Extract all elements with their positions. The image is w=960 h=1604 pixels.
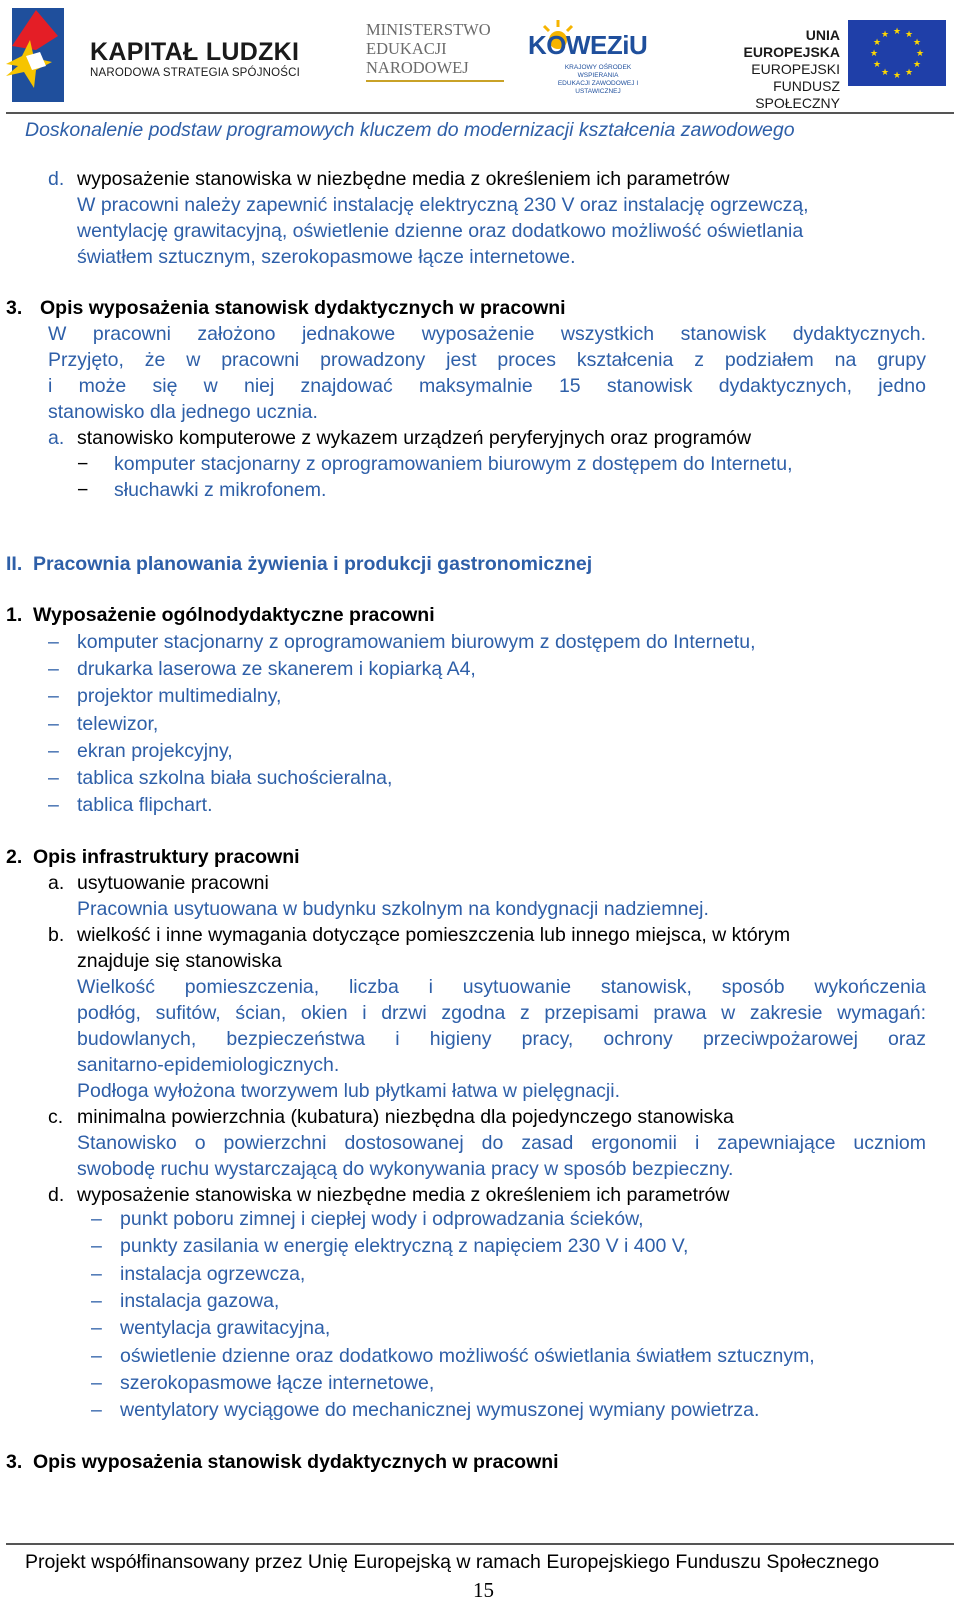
dash-bullet-icon: – [91, 1289, 102, 1312]
list-marker: a. [48, 872, 65, 894]
koweziu-subtitle-2: EDUKACJI ZAWODOWEJ I USTAWICZNEJ [557, 80, 639, 95]
list-item: słuchawki z mikrofonem. [114, 479, 327, 501]
section-heading: Wyposażenie ogólnodydaktyczne pracowni [33, 604, 435, 626]
list-marker: c. [48, 1106, 64, 1128]
paragraph-line: Pracownia usytuowana w budynku szkolnym na kondygnacji nadziemnej. [77, 898, 709, 920]
list-item: wentylacja grawitacyjna, [120, 1317, 331, 1340]
subsection-heading: minimalna powierzchnia (kubatura) niezbędna dla pojedynczego stanowiska [77, 1106, 734, 1128]
ue-line-3: FUNDUSZ SPOŁECZNY [755, 78, 840, 111]
chapter-number: II. [6, 553, 23, 575]
svg-text:★: ★ [880, 68, 890, 78]
section-number: 3. [6, 1451, 23, 1473]
paragraph-line: Podłoga wyłożona tworzywem lub płytkami łatwa w pielęgnacji. [77, 1080, 621, 1102]
dash-bullet-icon: − [77, 453, 89, 475]
section-number: 3. [6, 297, 23, 319]
dash-bullet-icon: – [48, 712, 59, 735]
list-item: projektor multimedialny, [77, 685, 282, 708]
chapter-heading: Pracownia planowania żywienia i produkcji gastronomicznej [33, 553, 593, 575]
svg-text:★: ★ [904, 68, 914, 78]
paragraph-line: wentylację grawitacyjną, oświetlenie dzienne oraz dodatkowo możliwość oświetlania [77, 220, 804, 242]
dash-bullet-icon: – [91, 1399, 102, 1422]
subsection-heading: wielkość i inne wymagania dotyczące pomieszczenia lub innego miejsca, w którym [77, 924, 791, 946]
svg-text:★: ★ [915, 49, 925, 59]
ministry-line-1: MINISTERSTWO [366, 20, 491, 39]
dash-bullet-icon: – [48, 631, 59, 653]
page-number: 15 [473, 1578, 494, 1602]
koweziu-subtitle-1: KRAJOWY OŚRODEK WSPIERANIA [564, 64, 632, 79]
svg-text:★: ★ [912, 60, 922, 70]
subsection-heading: znajduje się stanowiska [77, 950, 282, 972]
ue-line-2: EUROPEJSKI [751, 61, 840, 77]
list-item: komputer stacjonarny z oprogramowaniem biurowym z dostępem do Internetu, [114, 453, 793, 475]
dash-bullet-icon: – [48, 739, 59, 762]
ue-logo-text [708, 27, 840, 112]
svg-text:★: ★ [880, 30, 890, 40]
svg-text:★: ★ [872, 60, 882, 70]
paragraph-line: sanitarno-epidemiologicznych. [77, 1054, 340, 1076]
kapital-ludzki-text: KAPITAŁ LUDZKI [90, 38, 300, 66]
koweziu-subtitle [548, 64, 648, 96]
list-item: oświetlenie dzienne oraz dodatkowo możliwość oświetlania światłem sztucznym, [120, 1344, 815, 1367]
dash-bullet-icon: – [91, 1371, 102, 1394]
list-marker: b. [48, 924, 65, 946]
list-item: komputer stacjonarny z oprogramowaniem biurowym z dostępem do Internetu, [77, 631, 756, 653]
header-divider [6, 112, 954, 114]
list-item: tablica flipchart. [77, 794, 213, 817]
footer-text: Projekt współfinansowany przez Unię Europejską w ramach Europejskiego Funduszu Społecznego [25, 1551, 880, 1573]
list-item: punkt poboru zimnej i ciepłej wody i odprowadzania ścieków, [120, 1208, 644, 1230]
paragraph-line: budowlanych, bezpieczeństwa i higieny pracy, ochrony przeciwpożarowej oraz [77, 1028, 926, 1050]
paragraph-line: W pracowni założono jednakowe wyposażenie wszystkich stanowisk dydaktycznych. [48, 323, 926, 345]
footer-divider [6, 1543, 954, 1545]
subsection-heading: stanowisko komputerowe z wykazem urządzeń peryferyjnych oraz programów [77, 427, 752, 449]
section-heading: Opis infrastruktury pracowni [33, 846, 300, 868]
program-title: Doskonalenie podstaw programowych kluczem do modernizacji kształcenia zawodowego [25, 119, 795, 141]
svg-text:★: ★ [892, 71, 902, 81]
paragraph-line: Stanowisko o powierzchni dostosowanej do zasad ergonomii i zapewniające uczniom [77, 1132, 926, 1154]
dash-bullet-icon: – [91, 1235, 102, 1258]
dash-bullet-icon: – [91, 1262, 102, 1285]
paragraph-line: podłóg, sufitów, ścian, okien i drzwi zgodna z przepisami prawa w zakresie wymagań: [77, 1002, 926, 1024]
list-item: tablica szkolna biała suchościeralna, [77, 767, 393, 789]
koweziu-logo-text: KOWEZiU [528, 30, 648, 60]
subsection-heading: usytuowanie pracowni [77, 872, 269, 894]
ue-line-1: UNIA EUROPEJSKA [743, 27, 840, 60]
list-marker: d. [48, 1184, 65, 1206]
dash-bullet-icon: – [48, 658, 59, 681]
svg-text:★: ★ [872, 38, 882, 48]
ministry-line-3: NARODOWEJ [366, 58, 469, 77]
ministry-underline [366, 80, 504, 82]
list-item: ekran projekcyjny, [77, 739, 233, 762]
list-item: telewizor, [77, 712, 159, 735]
header-logos [0, 0, 960, 112]
svg-text:★: ★ [912, 38, 922, 48]
section-heading: Opis wyposażenia stanowisk dydaktycznych w pracowni [33, 1451, 559, 1473]
list-item: instalacja gazowa, [120, 1289, 280, 1312]
list-item: instalacja ogrzewcza, [120, 1262, 306, 1285]
dash-bullet-icon: – [91, 1344, 102, 1367]
section-number: 1. [6, 604, 23, 626]
paragraph-line: stanowisko dla jednego ucznia. [48, 401, 318, 423]
list-item: drukarka laserowa ze skanerem i kopiarką A4, [77, 658, 476, 681]
paragraph-line: i może się w niej znajdować maksymalnie 15 stanowisk dydaktycznych, jedno [48, 375, 926, 397]
ministry-logo [366, 20, 491, 77]
paragraph-line: światłem sztucznym, szerokopasmowe łącze internetowe. [77, 246, 576, 268]
dash-bullet-icon: – [48, 685, 59, 708]
svg-text:★: ★ [869, 49, 879, 59]
list-item: punkty zasilania w energię elektryczną z napięciem 230 V i 400 V, [120, 1235, 689, 1258]
paragraph-line: W pracowni należy zapewnić instalację elektryczną 230 V oraz instalację ogrzewczą, [77, 194, 809, 216]
paragraph-line: Wielkość pomieszczenia, liczba i usytuowanie stanowisk, sposób wykończenia [77, 976, 926, 998]
dash-bullet-icon: – [48, 794, 59, 817]
dash-bullet-icon: – [48, 767, 59, 789]
list-item: wentylatory wyciągowe do mechanicznej wymuszonej wymiany powietrza. [120, 1399, 760, 1422]
section-number: 2. [6, 846, 23, 868]
dash-bullet-icon: − [77, 479, 89, 501]
kapital-ludzki-logo-icon [6, 6, 66, 104]
list-item: szerokopasmowe łącze internetowe, [120, 1371, 435, 1394]
section-heading: wyposażenie stanowiska w niezbędne media z określeniem ich parametrów [77, 168, 730, 190]
subsection-heading: wyposażenie stanowiska w niezbędne media z określeniem ich parametrów [77, 1184, 730, 1206]
svg-text:★: ★ [892, 27, 902, 37]
eu-flag-icon [848, 20, 946, 86]
dash-bullet-icon: – [91, 1317, 102, 1340]
section-heading: Opis wyposażenia stanowisk dydaktycznych w pracowni [40, 297, 566, 319]
kapital-ludzki-subtitle: NARODOWA STRATEGIA SPÓJNOŚCI [90, 67, 301, 79]
dash-bullet-icon: – [91, 1208, 102, 1230]
ministry-line-2: EDUKACJI [366, 39, 447, 58]
paragraph-line: swobodę ruchu wystarczającą do wykonywania pracy w sposób bezpieczny. [77, 1158, 734, 1180]
list-marker: d. [48, 168, 65, 190]
list-marker: a. [48, 427, 65, 449]
svg-text:★: ★ [904, 30, 914, 40]
paragraph-line: Przyjęto, że w pracowni prowadzony jest proces kształcenia z podziałem na grupy [48, 349, 926, 371]
